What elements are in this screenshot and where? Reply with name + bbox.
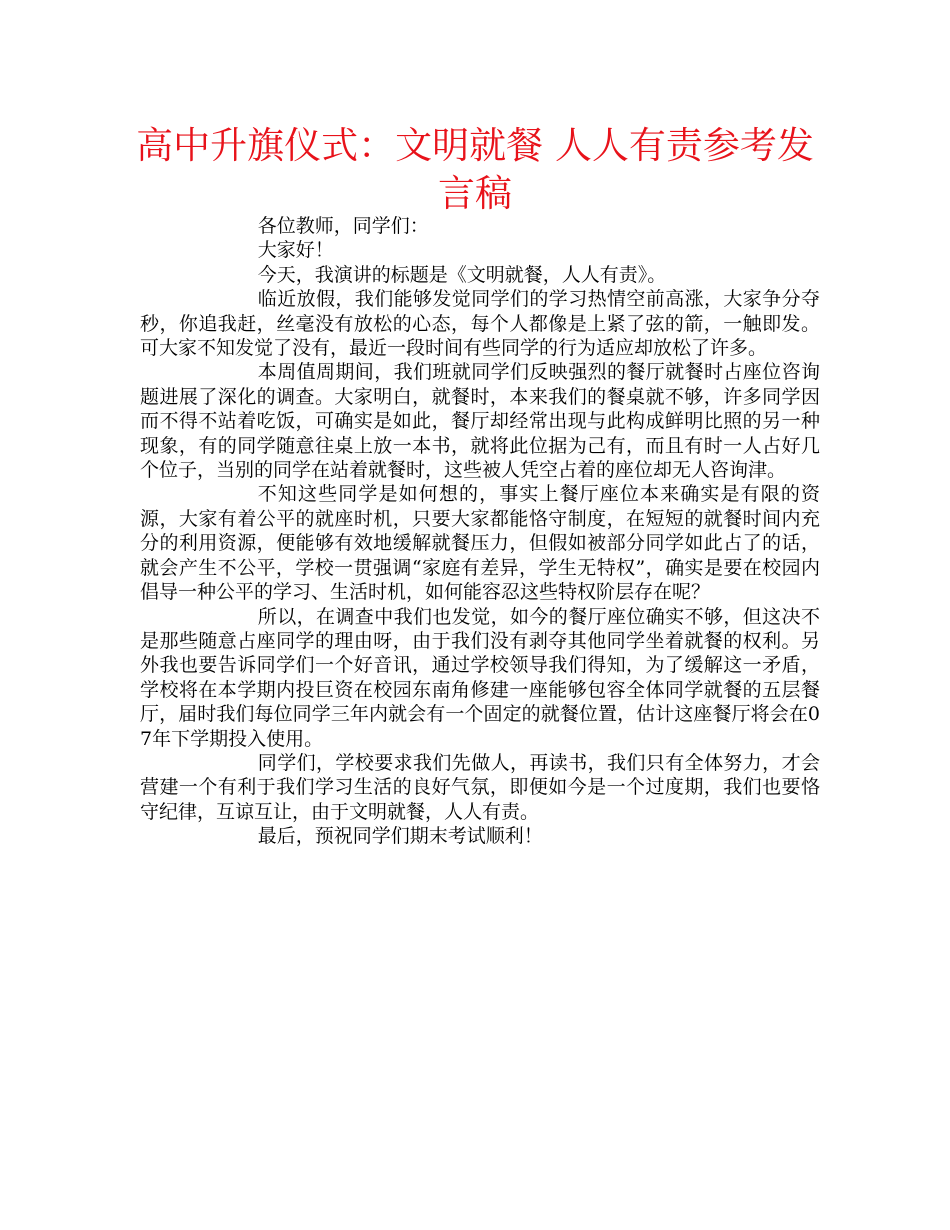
paragraph: 本周值周期间，我们班就同学们反映强烈的餐厅就餐时占座位咨询题进展了深化的调查。大家明白，就餐时，本来我们的餐桌就不够，许多同学因而不得不站着吃饭，可确实是如此，餐厅却经常出现与此构成鲜明比照的另一种现象，有的同学随意往桌上放一本书，就将此位据为己有，而且有时一人占好几个位子，当别的同学在站着就餐时，这些被人凭空占着的座位却无人咨询津。 <box>140 361 820 482</box>
paragraph-salutation: 各位教师，同学们： <box>257 215 429 237</box>
paragraph-closing: 最后，预祝同学们期末考试顺利！ <box>257 825 543 848</box>
paragraph: 同学们，学校要求我们先做人，再读书，我们只有全体努力，才会营建一个有利于我们学习生活的良好气氛，即便如今是一个过度期，我们也要恪守纪律，互谅互让，由于文明就餐，人人有责。 <box>140 751 820 823</box>
paragraph-greeting: 大家好！ <box>257 239 334 262</box>
paragraph: 所以，在调查中我们也发觉，如今的餐厅座位确实不够，但这决不是那些随意占座同学的理由呀，由于我们没有剥夺其他同学坐着就餐的权利。另外我也要告诉同学们一个好音讯，通过学校领导我们得知，为了缓解这一矛盾，学校将在本学期内投巨资在校园东南角修建一座能够包容全体同学就餐的五层餐厅，届时我们每位同学三年内就会有一个固定的就餐位置，估计这座餐厅将会在07年下学期投入使用。 <box>140 605 820 750</box>
paragraph-topic: 今天，我演讲的标题是《文明就餐，人人有责》。 <box>257 263 667 286</box>
document-title: 高中升旗仪式：文明就餐 人人有责参考发言稿 <box>136 124 814 215</box>
paragraph: 临近放假，我们能够发觉同学们的学习热情空前高涨，大家争分夺秒，你追我赶，丝毫没有放松的心态，每个人都像是上紧了弦的箭，一触即发。可大家不知发觉了没有，最近一段时间有些同学的行为适应却放松了许多。 <box>140 288 820 360</box>
paragraph: 不知这些同学是如何想的，事实上餐厅座位本来确实是有限的资源，大家有着公平的就座时机，只要大家都能恪守制度，在短短的就餐时间内充分的利用资源，便能够有效地缓解就餐压力，但假如被部分同学如此占了的话，就会产生不公平，学校一贯强调“家庭有差异，学生无特权”，确实是要在校园内倡导一种公平的学习、生活时机，如何能容忍这些特权阶层存在呢？ <box>140 483 820 604</box>
document-body <box>140 214 820 849</box>
